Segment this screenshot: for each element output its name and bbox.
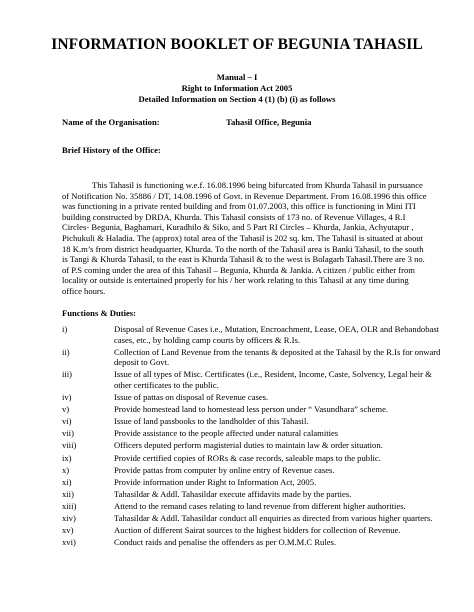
list-item-line: cases, etc., by holding camp courts by officers & R.Is.	[114, 334, 300, 345]
list-item-line: Officers deputed perform magisterial duties to maintain law & order situation.	[114, 440, 383, 451]
list-item-text	[62, 416, 452, 427]
list-item	[62, 404, 452, 415]
list-item-line: deposit to Govt.	[114, 357, 170, 368]
list-item-number: xv)	[62, 525, 74, 536]
list-item	[62, 537, 452, 548]
list-item-number: xiii)	[62, 500, 77, 511]
history-paragraph	[62, 180, 438, 297]
list-item-text	[62, 440, 452, 451]
list-item-number: i)	[62, 324, 68, 334]
list-item-line: Provide information under Right to Information Act, 2005.	[114, 476, 317, 487]
list-item-number: xi)	[62, 476, 72, 487]
list-item-line: Tahasildar & Addl. Tahasildar conduct all enquiries as directed from various higher quarters.	[114, 513, 433, 523]
history-line: was functioning in a private rented building and from 01.07.2003, this office is functioning in Mini ITI	[62, 201, 416, 212]
list-item-text	[62, 404, 452, 415]
manual-label: Manual – I	[216, 72, 258, 82]
page-title: INFORMATION BOOKLET OF BEGUNIA TAHASIL	[51, 36, 423, 53]
list-item	[62, 489, 452, 500]
list-item-line: Collection of Land Revenue from the tenants & deposited at the Tahasil by the R.Is for onward	[114, 346, 441, 357]
history-line: Circles- Begunia, Baghamari, Kuradhilo & Siko, and 5 Part RI Circles – Khurda, Jankia, Achyutapur ,	[62, 222, 414, 233]
history-line: building constructed by DRDA, Khurda. This Tahasil consists of 173 no. of Revenue Villages, 4 R.I	[62, 211, 406, 222]
list-item-text	[62, 392, 452, 403]
history-line: 18 K.m’s from district headquarter, Khurda. To the north of the Tahasil area is Banki Tahasil, to the south	[62, 243, 424, 254]
list-item-line: Disposal of Revenue Cases i.e., Mutation, Encroachment, Lease, OEA, OLR and Bebandobast	[114, 324, 440, 334]
list-item	[62, 453, 452, 464]
history-line: This Tahasil is functioning w.e.f. 16.08.1996 being bifurcated from Khurda Tahasil in pursuance	[92, 180, 423, 190]
list-item-number: viii)	[62, 440, 77, 451]
list-item-line: Provide certified copies of RORs & case records, saleable maps to the public.	[114, 452, 381, 463]
list-item	[62, 440, 452, 451]
list-item-text	[62, 369, 452, 390]
history-line: Pichukuli & Haladia. The (approx) total area of the Tahasil is 202 sq. km. The Tahasil is situated at about	[62, 232, 423, 243]
list-item-line: other certificates to the public.	[114, 379, 219, 390]
list-item	[62, 347, 452, 368]
list-item-text	[62, 537, 452, 548]
list-item-text	[62, 513, 452, 524]
list-item-line: Provide pattas from computer by online entry of Revenue cases.	[114, 464, 335, 475]
list-item-text	[62, 428, 452, 439]
list-item-text	[62, 489, 452, 500]
list-item	[62, 392, 452, 403]
list-item-line: Provide homestead land to homestead less person under “ Vasundhara” scheme.	[114, 404, 389, 415]
list-item-number: vi)	[62, 416, 72, 427]
functions-heading: Functions & Duties:	[62, 308, 137, 318]
list-item	[62, 416, 452, 427]
list-item-text	[62, 324, 452, 345]
history-line: locality or outside is entertained properly for his / her work relating to this Tahasil at any time during	[62, 275, 409, 286]
functions-list	[62, 324, 452, 549]
list-item-text	[62, 465, 452, 476]
act-label: Right to Information Act 2005	[181, 83, 293, 93]
list-item-number: xii)	[62, 488, 74, 499]
history-line: is Tangi & Khurda Tahasil, to the east is Khurda Tahasil & to the west is Bolagarh Tahasil.There are 3 no.	[62, 254, 425, 265]
list-item-line: Issue of all types of Misc. Certificates (i.e., Resident, Income, Caste, Solvency, Legal heir &	[114, 369, 432, 380]
list-item	[62, 369, 452, 390]
section-label: Detailed Information on Section 4 (1) (b) (i) as follows	[138, 94, 336, 104]
list-item-number: xiv)	[62, 513, 76, 523]
list-item-text	[62, 501, 452, 512]
history-line: of Notification No. 35886 / DT, 14.08.1996 of Govt. in Revenue Department. From 16.08.1996 this office	[62, 190, 427, 201]
list-item-number: ix)	[62, 452, 72, 463]
list-item-number: xvi)	[62, 537, 76, 548]
history-line: of P.S coming under the area of this Tahasil – Begunia, Khurda & Jankia. A citizen / public either from	[62, 264, 415, 275]
list-item	[62, 513, 452, 524]
list-item	[62, 324, 452, 345]
list-item-text	[62, 477, 452, 488]
list-item-text	[62, 347, 452, 368]
list-item	[62, 465, 452, 476]
list-item-line: Tahasildar & Addl. Tahasildar execute affidavits made by the parties.	[114, 488, 352, 499]
history-heading: Brief History of the Office:	[62, 145, 161, 155]
list-item-line: Issue of pattas on disposal of Revenue cases.	[114, 392, 269, 403]
list-item-text	[62, 525, 452, 536]
list-item-line: Auction of different Sairat sources to the highest bidders for collection of Revenue.	[114, 525, 401, 536]
list-item-number: v)	[62, 404, 70, 415]
list-item-number: iv)	[62, 392, 72, 403]
list-item-line: Provide assistance to the people affected under natural calamities	[114, 428, 339, 439]
list-item-number: iii)	[62, 369, 73, 380]
list-item-number: x)	[62, 464, 70, 475]
list-item	[62, 525, 452, 536]
list-item	[62, 501, 452, 512]
list-item-text	[62, 453, 452, 464]
history-line: office hours.	[62, 285, 106, 296]
list-item-line: Attend to the remand cases relating to land revenue from different higher authorities.	[114, 500, 406, 511]
organisation-label: Name of the Organisation:	[62, 117, 160, 127]
list-item-line: Conduct raids and penalise the offenders as per O.M.M.C Rules.	[114, 537, 337, 548]
list-item-number: vii)	[62, 428, 74, 439]
list-item-number: ii)	[62, 346, 70, 357]
list-item	[62, 428, 452, 439]
organisation-value: Tahasil Office, Begunia	[226, 117, 312, 127]
list-item	[62, 477, 452, 488]
list-item-line: Issue of land passbooks to the landholder of this Tahasil.	[114, 416, 309, 427]
